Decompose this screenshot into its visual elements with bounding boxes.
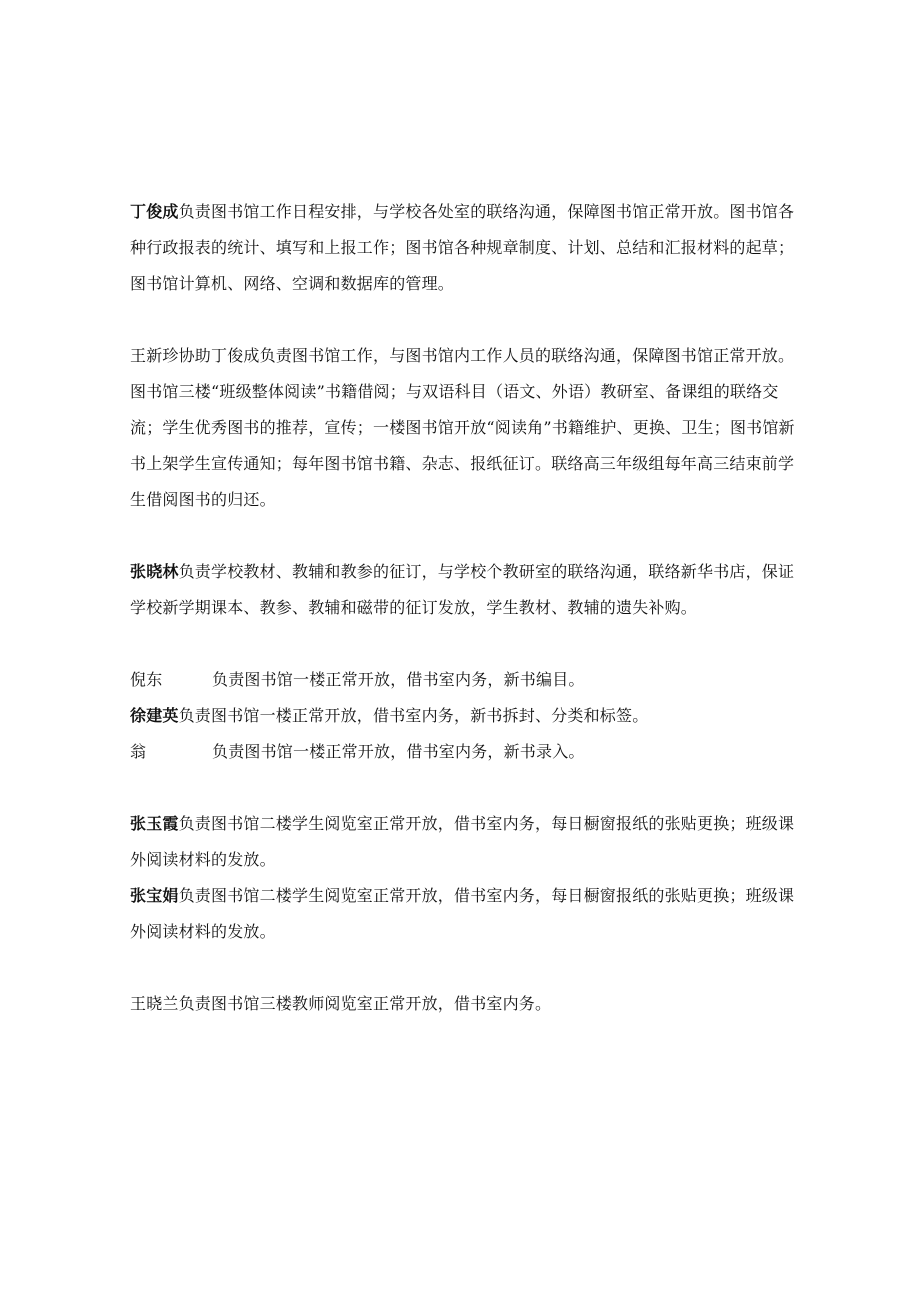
staff-name: 张玉霞 xyxy=(130,814,179,833)
staff-name: 张宝娟 xyxy=(130,886,179,905)
duty-text: 负责图书馆一楼正常开放，借书室内务，新书编目。 xyxy=(212,670,585,689)
duty-paragraph-weng xyxy=(130,734,798,770)
staff-name: 王晓兰 xyxy=(130,994,179,1013)
staff-name: 张晓林 xyxy=(130,562,179,581)
duty-paragraph-wang-xiaolan xyxy=(130,986,798,1022)
duty-paragraph-xu-jianying xyxy=(130,698,798,734)
staff-name: 王新珍 xyxy=(130,346,179,365)
duty-paragraph-zhang-xiaolin xyxy=(130,554,798,626)
duty-text: 负责图书馆工作日程安排，与学校各处室的联络沟通，保障图书馆正常开放。图书馆各种行政报表的统计、填写和上报工作；图书馆各种规章制度、计划、总结和汇报材料的起草；图书馆计算机、网络、空调和数据库的管理。 xyxy=(130,202,795,293)
duty-text: 负责图书馆二楼学生阅览室正常开放，借书室内务，每日橱窗报纸的张贴更换；班级课外阅读材料的发放。 xyxy=(130,886,795,941)
staff-name: 丁俊成 xyxy=(130,202,179,221)
staff-name: 倪东 xyxy=(130,670,163,689)
duty-paragraph-wang-xinzhen xyxy=(130,338,798,518)
duty-text: 协助丁俊成负责图书馆工作，与图书馆内工作人员的联络沟通，保障图书馆正常开放。图书馆三楼“班级整体阅读”书籍借阅；与双语科目（语文、外语）教研室、备课组的联络交流；学生优秀图书的推荐，宣传；一楼图书馆开放“阅读角”书籍维护、更换、卫生；图书馆新书上架学生宣传通知；每年图书馆书籍、杂志、报纸征订。联络高三年级组每年高三结束前学生借阅图书的归还。 xyxy=(130,346,795,509)
duty-text: 负责图书馆一楼正常开放，借书室内务，新书拆封、分类和标签。 xyxy=(178,706,649,725)
staff-name: 徐建英 xyxy=(130,706,179,725)
duty-text: 负责图书馆二楼学生阅览室正常开放，借书室内务，每日橱窗报纸的张贴更换；班级课外阅读材料的发放。 xyxy=(130,814,795,869)
duty-text: 负责学校教材、教辅和教参的征订，与学校个教研室的联络沟通，联络新华书店，保证学校新学期课本、教参、教辅和磁带的征订发放，学生教材、教辅的遗失补购。 xyxy=(130,562,795,617)
duty-paragraph-zhang-yuxia xyxy=(130,806,798,878)
staff-name: 翁 xyxy=(130,742,147,761)
duty-paragraph-ding-juncheng xyxy=(130,194,798,302)
duty-text: 负责图书馆一楼正常开放，借书室内务，新书录入。 xyxy=(212,742,585,761)
duty-paragraph-zhang-baojuan xyxy=(130,878,798,950)
duty-text: 负责图书馆三楼教师阅览室正常开放，借书室内务。 xyxy=(178,994,552,1013)
duty-paragraph-ni-dong xyxy=(130,662,798,698)
